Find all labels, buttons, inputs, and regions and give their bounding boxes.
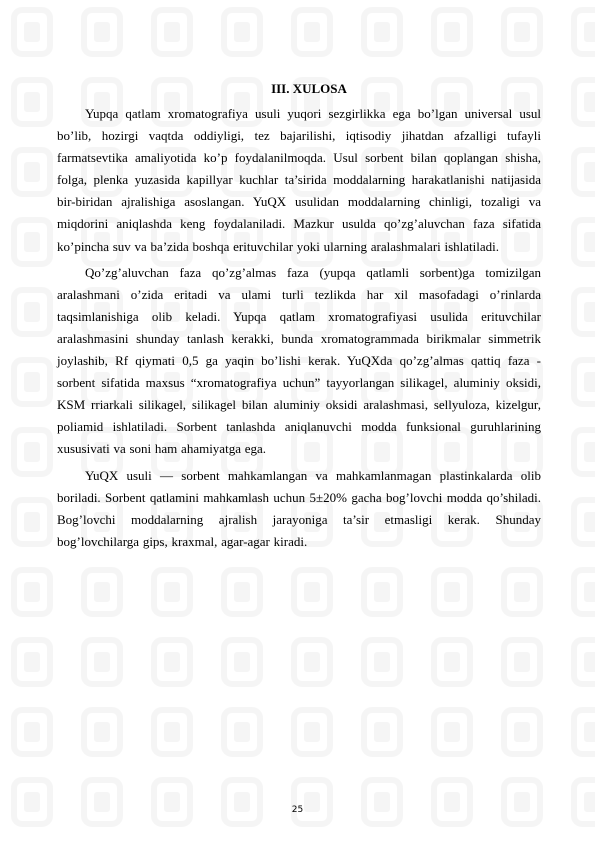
- page-body: [57, 79, 541, 557]
- section-heading: III. XULOSA: [271, 81, 347, 96]
- paragraph-2: Qo’zg’aluvchan faza qo’zg’almas faza (yupqa qatlamli sorbent)ga tomizilgan aralashmani o’zida eritadi va ulami turli tezlikda har xil masofadagi o’rinlarda taqsimlanishiga olib keladi. Yupqa qatlam xromatografiyasi usulida erituvchilar aralashmasini shunday tanlash kerakki, bunda xromatogrammada birikmalar simmetrik joylashib, Rf qiymati 0,5 ga yaqin bo’lishi kerak. YuQXda qo’zg’almas qattiq faza - sorbent sifatida maxsus “xromatografiya uchun” tayyorlangan silikagel, aluminiy oksidi, KSM rriarkali silikagel, silikagel bilan aluminiy oksidi aralashmasi, sellyuloza, kizelgur, poliamid ishlatiladi. Sorbent tanlashda aniqlanuvchi modda funksional guruhlarining xususivati va soni ham ahamiyatga ega.: [57, 264, 541, 457]
- paragraph-1: Yupqa qatlam xromatografiya usuli yuqori sezgirlikka ega bo’lgan universal usul bo’lib, hozirgi vaqtda oddiyligi, tez bajarilishi, iqtisodiy jihatdan afzalligi tufayli farmatsevtika amaliyotida ko’p foydalanilmoqda. Usul sorbent bilan qoplangan shisha, folga, plenka yuzasida kapillyar kuchlar ta’sirida moddalarning harakatlanishi natijasida bir-biridan ajralishiga asoslangan. YuQX usulidan moddalarning chinligi, tozaligi va miqdorini aniqlashda keng foydalaniladi. Mazkur usulda qo’zg’aluvchan faza sifatida ko’pincha suv va ba’zida boshqa erituvchilar yoki ularning aralashmalari ishlatiladi.: [57, 106, 541, 254]
- page-number: 25: [291, 805, 304, 815]
- paragraph-3: YuQX usuli — sorbent mahkamlangan va mahkamlanmagan plastinkalarda olib boriladi. Sorbent qatlamini mahkamlash uchun 5±20% gacha bog’lovchi modda qo’shiladi. Bog’lovchi moddalarning ajralish jarayoniga ta’sir etmasligi kerak. Shunday bog’lovchilarga gips, kraxmal, agar-agar kiradi.: [57, 467, 541, 549]
